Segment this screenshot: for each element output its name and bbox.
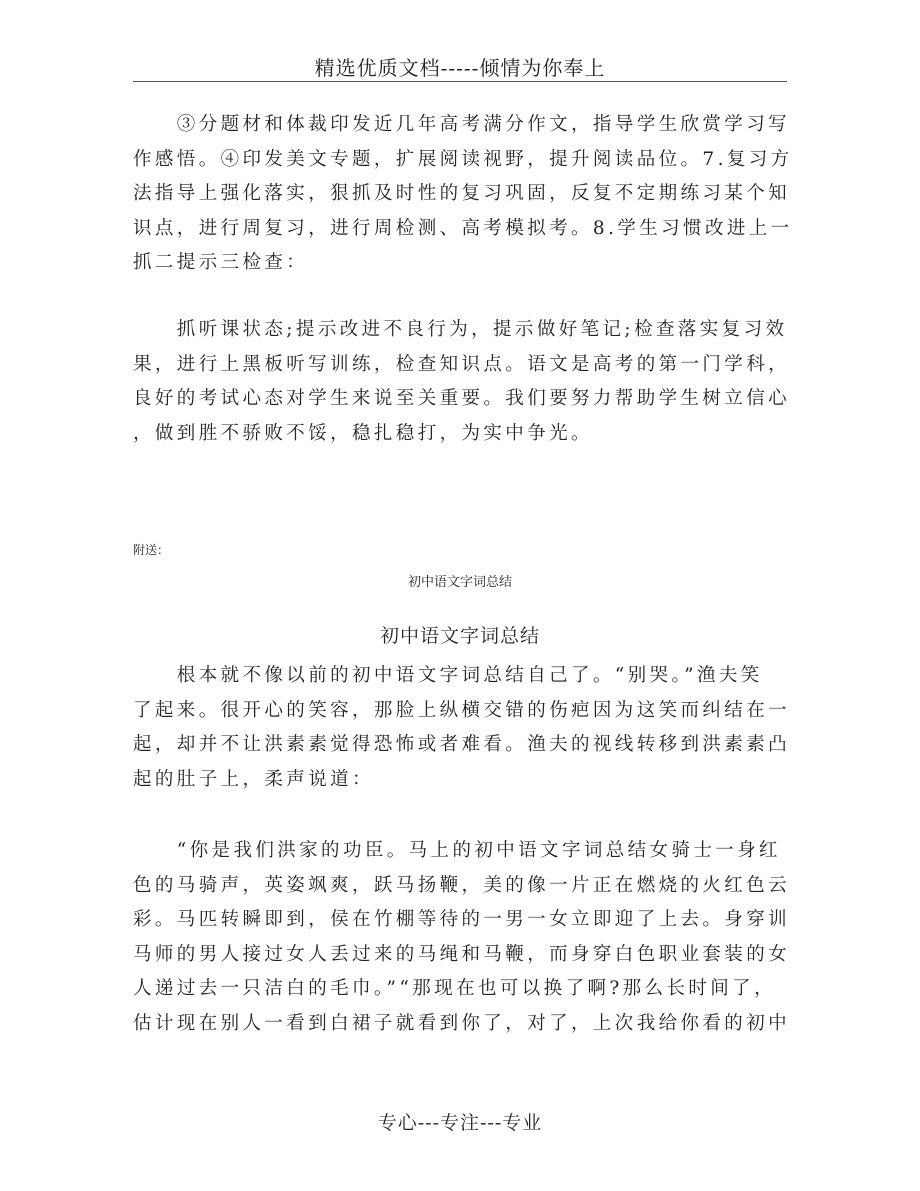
text-line: 马师的男人接过女人丢过来的马绳和马鞭，而身穿白色职业套装的女 <box>133 943 791 965</box>
text-line: 色的马骑声，英姿飒爽，跃马扬鞭，美的像一片正在燃烧的火红色云 <box>133 874 791 896</box>
text-line: 抓二提示三检查： <box>133 252 309 273</box>
text-line: 了起来。很开心的笑容，那脸上纵横交错的伤疤因为这笑而纠结在一 <box>133 699 791 721</box>
text-line: 法指导上强化落实，狠抓及时性的复习巩固，反复不定期练习某个知 <box>133 183 791 204</box>
page-footer: 专心---专注---专业 <box>377 1112 543 1134</box>
text-line: 彩。马匹转瞬即到，侯在竹棚等待的一男一女立即迎了上去。身穿训 <box>133 909 791 930</box>
appendix-paragraph-2 <box>133 834 791 1041</box>
text-line: ③分题材和体裁印发近几年高考满分作文，指导学生欣赏学习写 <box>133 114 791 135</box>
body-paragraph-1 <box>133 108 793 281</box>
text-line: ，做到胜不骄败不馁，稳扎稳打，为实中争光。 <box>133 422 593 444</box>
appendix-title: 初中语文字词总结 <box>379 625 540 647</box>
text-line: 良好的考试心态对学生来说至关重要。我们要努力帮助学生树立信心 <box>133 388 791 409</box>
appendix-label: 附送： <box>133 543 170 557</box>
text-line: 起的肚子上，柔声说道： <box>133 768 374 790</box>
appendix-small-title: 初中语文字词总结 <box>407 575 512 590</box>
text-line: 识点，进行周复习，进行周检测、高考模拟考。8.学生习惯改进上一 <box>133 217 793 239</box>
text-line: 起，却并不让洪素素觉得恐怖或者难看。渔夫的视线转移到洪素素凸 <box>133 734 791 755</box>
text-line: 果，进行上黑板听写训练，检查知识点。语文是高考的第一门学科， <box>133 353 791 375</box>
body-paragraph-2 <box>133 313 791 451</box>
appendix-paragraph-1 <box>133 659 791 797</box>
text-line: 抓听课状态;提示改进不良行为，提示做好笔记;检查落实复习效 <box>133 319 788 340</box>
text-line: 人递过去一只洁白的毛巾。”“那现在也可以换了啊?那么长时间了， <box>133 978 776 999</box>
page-header: 精选优质文档-----倾情为你奉上 <box>314 56 606 80</box>
text-line: 根本就不像以前的初中语文字词总结自己了。“别哭。”渔夫笑 <box>133 665 763 686</box>
header-divider <box>133 81 787 82</box>
text-line: “你是我们洪家的功臣。马上的初中语文字词总结女骑士一身红 <box>133 840 781 861</box>
text-line: 估计现在别人一看到白裙子就看到你了，对了，上次我给你看的初中 <box>133 1012 791 1034</box>
text-line: 作感悟。④印发美文专题，扩展阅读视野，提升阅读品位。7.复习方 <box>133 148 793 170</box>
